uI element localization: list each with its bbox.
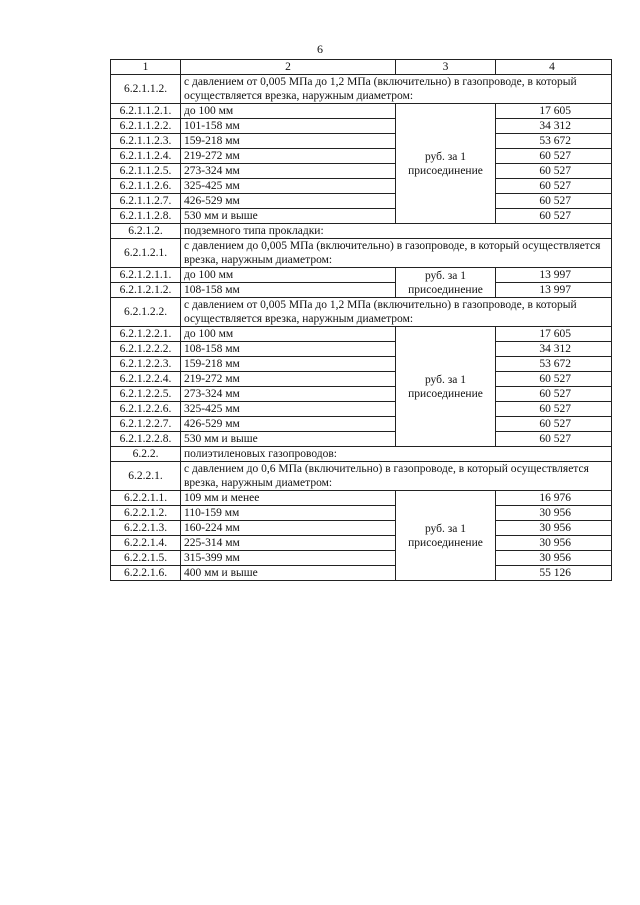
item-description: 273-324 мм <box>181 387 396 402</box>
price-value: 60 527 <box>496 164 612 179</box>
item-description: до 100 мм <box>181 268 396 283</box>
section-description: полиэтиленовых газопроводов: <box>181 447 612 462</box>
price-value: 55 126 <box>496 566 612 581</box>
item-code: 6.2.2.1.4. <box>111 536 181 551</box>
item-code: 6.2.1.2.2.8. <box>111 432 181 447</box>
price-value: 60 527 <box>496 402 612 417</box>
item-code: 6.2.1.2.2.1. <box>111 327 181 342</box>
table-row <box>111 327 612 342</box>
table-row <box>111 417 612 432</box>
item-code: 6.2.2.1.5. <box>111 551 181 566</box>
item-description: 315-399 мм <box>181 551 396 566</box>
unit-cell: руб. за 1 присоединение <box>396 327 496 447</box>
price-value: 60 527 <box>496 209 612 224</box>
table-row <box>111 551 612 566</box>
header-col-3: 3 <box>396 60 496 75</box>
item-code: 6.2.1.2.2.4. <box>111 372 181 387</box>
section-row <box>111 75 612 104</box>
section-row <box>111 462 612 491</box>
item-description: 426-529 мм <box>181 194 396 209</box>
tariff-table <box>110 59 612 581</box>
item-description: 108-158 мм <box>181 283 396 298</box>
item-code: 6.2.1.2.2.2. <box>111 342 181 357</box>
table-row <box>111 179 612 194</box>
price-value: 16 976 <box>496 491 612 506</box>
item-code: 6.2.1.2.2.3. <box>111 357 181 372</box>
item-code: 6.2.2.1.1. <box>111 491 181 506</box>
section-code: 6.2.1.2.2. <box>111 298 181 327</box>
table-row <box>111 506 612 521</box>
price-value: 30 956 <box>496 551 612 566</box>
item-description: 400 мм и выше <box>181 566 396 581</box>
section-code: 6.2.2.1. <box>111 462 181 491</box>
item-description: 219-272 мм <box>181 372 396 387</box>
item-description: 110-159 мм <box>181 506 396 521</box>
price-value: 60 527 <box>496 179 612 194</box>
price-value: 60 527 <box>496 149 612 164</box>
header-row <box>111 60 612 75</box>
item-code: 6.2.1.2.1.1. <box>111 268 181 283</box>
price-value: 53 672 <box>496 134 612 149</box>
item-description: 325-425 мм <box>181 179 396 194</box>
table-row <box>111 283 612 298</box>
item-description: до 100 мм <box>181 327 396 342</box>
table-row <box>111 194 612 209</box>
item-code: 6.2.1.1.2.2. <box>111 119 181 134</box>
table-row <box>111 119 612 134</box>
table-row <box>111 342 612 357</box>
section-row <box>111 239 612 268</box>
item-description: 325-425 мм <box>181 402 396 417</box>
unit-cell: руб. за 1 присоединение <box>396 491 496 581</box>
item-code: 6.2.1.1.2.7. <box>111 194 181 209</box>
page-number: 6 <box>317 42 323 56</box>
section-row <box>111 447 612 462</box>
section-description: с давлением до 0,6 МПа (включительно) в газопроводе, в который осуществляется врезка, наружным диаметром: <box>181 462 612 491</box>
section-code: 6.2.1.2. <box>111 224 181 239</box>
item-description: 530 мм и выше <box>181 209 396 224</box>
price-value: 34 312 <box>496 342 612 357</box>
item-code: 6.2.1.2.2.5. <box>111 387 181 402</box>
item-description: 160-224 мм <box>181 521 396 536</box>
price-value: 60 527 <box>496 387 612 402</box>
table-row <box>111 268 612 283</box>
item-description: 159-218 мм <box>181 357 396 372</box>
section-code: 6.2.1.2.1. <box>111 239 181 268</box>
item-code: 6.2.1.2.2.6. <box>111 402 181 417</box>
table-row <box>111 521 612 536</box>
unit-cell: руб. за 1 присоединение <box>396 268 496 298</box>
table-row <box>111 134 612 149</box>
section-description: с давлением от 0,005 МПа до 1,2 МПа (включительно) в газопроводе, в который осуществляется врезка, наружным диаметром: <box>181 298 612 327</box>
table-row <box>111 536 612 551</box>
section-description: с давлением от 0,005 МПа до 1,2 МПа (включительно) в газопроводе, в который осуществляется врезка, наружным диаметром: <box>181 75 612 104</box>
item-code: 6.2.1.1.2.3. <box>111 134 181 149</box>
item-description: 225-314 мм <box>181 536 396 551</box>
item-code: 6.2.2.1.2. <box>111 506 181 521</box>
item-description: 109 мм и менее <box>181 491 396 506</box>
price-value: 17 605 <box>496 327 612 342</box>
price-value: 60 527 <box>496 417 612 432</box>
price-value: 34 312 <box>496 119 612 134</box>
section-description: с давлением до 0,005 МПа (включительно) в газопроводе, в который осуществляется врезка, наружным диаметром: <box>181 239 612 268</box>
item-code: 6.2.1.2.1.2. <box>111 283 181 298</box>
item-code: 6.2.1.1.2.4. <box>111 149 181 164</box>
item-code: 6.2.1.1.2.5. <box>111 164 181 179</box>
price-value: 60 527 <box>496 372 612 387</box>
item-description: 108-158 мм <box>181 342 396 357</box>
header-col-2: 2 <box>181 60 396 75</box>
section-row <box>111 224 612 239</box>
price-value: 60 527 <box>496 194 612 209</box>
price-value: 30 956 <box>496 506 612 521</box>
item-description: 219-272 мм <box>181 149 396 164</box>
item-code: 6.2.1.1.2.6. <box>111 179 181 194</box>
table-row <box>111 164 612 179</box>
item-description: 426-529 мм <box>181 417 396 432</box>
price-value: 30 956 <box>496 536 612 551</box>
item-code: 6.2.1.1.2.1. <box>111 104 181 119</box>
table-row <box>111 402 612 417</box>
table-row <box>111 104 612 119</box>
price-value: 13 997 <box>496 283 612 298</box>
item-description: 530 мм и выше <box>181 432 396 447</box>
item-code: 6.2.1.1.2.8. <box>111 209 181 224</box>
section-description: подземного типа прокладки: <box>181 224 612 239</box>
item-description: до 100 мм <box>181 104 396 119</box>
item-code: 6.2.2.1.6. <box>111 566 181 581</box>
table-row <box>111 387 612 402</box>
tariff-table-body <box>111 60 612 581</box>
table-row <box>111 149 612 164</box>
price-value: 30 956 <box>496 521 612 536</box>
table-row <box>111 566 612 581</box>
item-code: 6.2.2.1.3. <box>111 521 181 536</box>
table-row <box>111 372 612 387</box>
table-row <box>111 432 612 447</box>
price-value: 17 605 <box>496 104 612 119</box>
header-col-1: 1 <box>111 60 181 75</box>
item-code: 6.2.1.2.2.7. <box>111 417 181 432</box>
price-value: 60 527 <box>496 432 612 447</box>
item-description: 273-324 мм <box>181 164 396 179</box>
table-row <box>111 491 612 506</box>
section-row <box>111 298 612 327</box>
table-row <box>111 357 612 372</box>
item-description: 159-218 мм <box>181 134 396 149</box>
item-description: 101-158 мм <box>181 119 396 134</box>
header-col-4: 4 <box>496 60 612 75</box>
price-value: 53 672 <box>496 357 612 372</box>
price-value: 13 997 <box>496 268 612 283</box>
section-code: 6.2.2. <box>111 447 181 462</box>
table-row <box>111 209 612 224</box>
unit-cell: руб. за 1 присоединение <box>396 104 496 224</box>
section-code: 6.2.1.1.2. <box>111 75 181 104</box>
